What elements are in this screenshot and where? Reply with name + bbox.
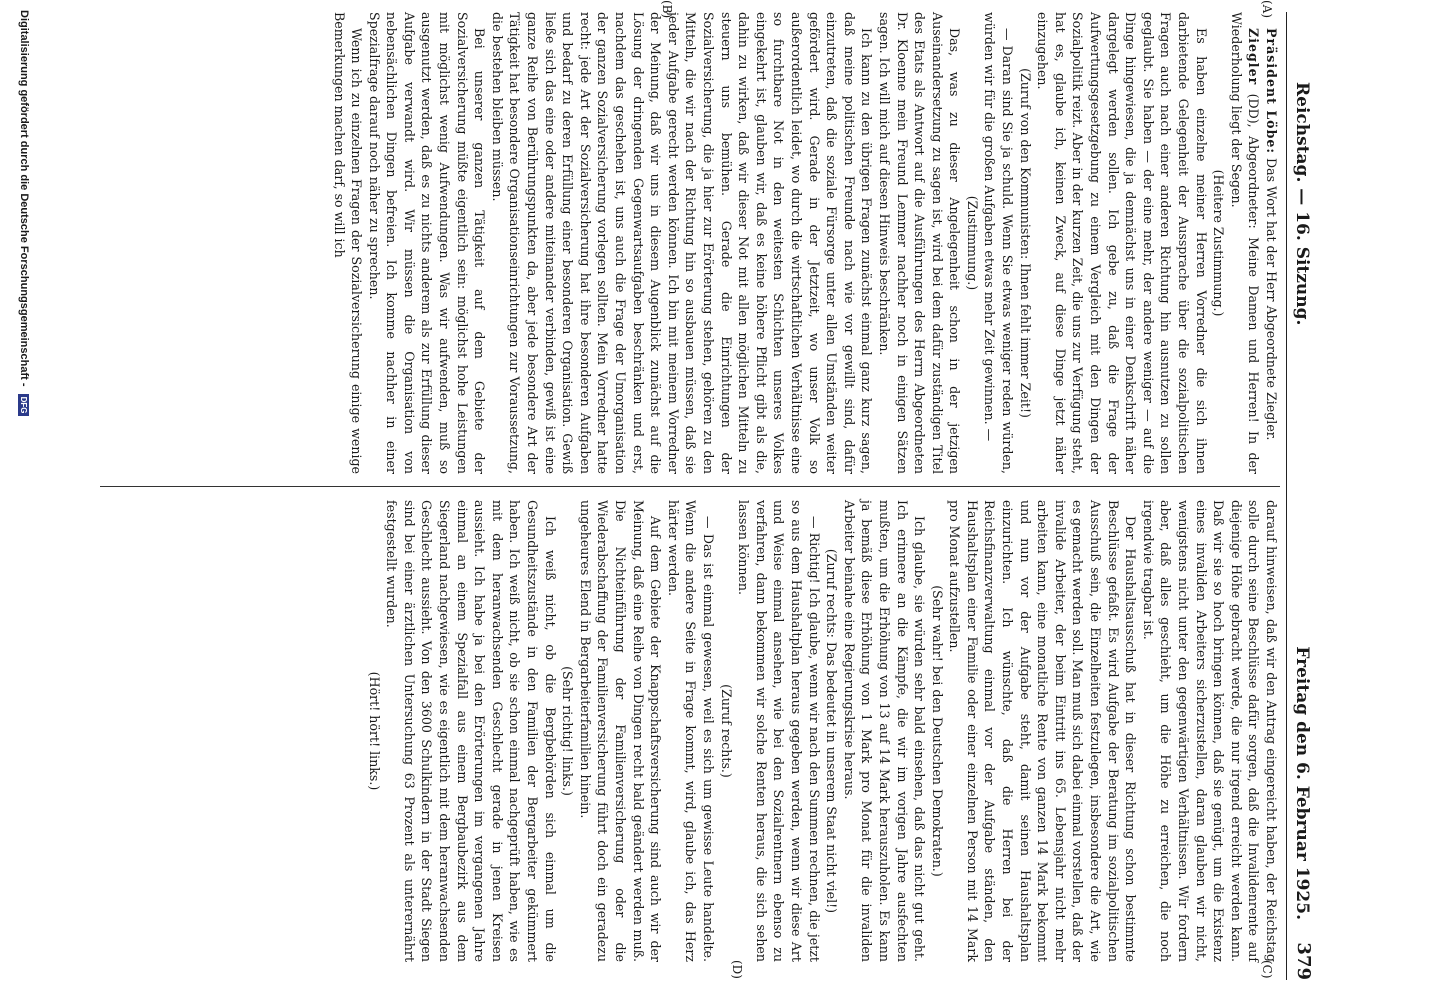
paragraph: Der Haushaltsausschuß hat in dieser Richtung schon bestimmte Beschlüsse gefaßt. Es wird Aufgabe der Beratung im sozialpolitischen Ausschuß sein, die Einzelheiten festzulegen, insbesondere die Art, wie es gemacht werden soll. Man muß sich dabei einmal vorstellen, daß der invalide Arbeiter, der beim Eintritt ins 65. Lebensjahr nicht mehr arbeiten kann, eine monatliche Rente von ganzen 14 Mark bekommt und nun vor der Aufgabe steht, damit seinen Haushaltsplan einzurichten. Ich wünschte, daß die Herren bei der Reichsfinanzverwaltung einmal vor der Aufgabe ständen, den Haushaltsplan einer Familie oder einer einzelnen Person mit 14 Mark pro Monat aufzustellen. <box>947 500 1139 962</box>
paragraph: — Das ist einmal gewesen, weil es sich um gewisse Leute handelte. Wenn die andere Seite in Frage kommt, wird, glaube ich, das Herz härter werden. <box>665 500 716 962</box>
page <box>84 0 1314 980</box>
left-column <box>330 12 1280 474</box>
page-number: 379 <box>1293 942 1314 980</box>
paragraph: Wenn ich zu einzelnen Fragen der Sozialversicherung einige wenige Bemerkungen machen darf, so will ich <box>331 12 365 474</box>
running-header <box>1288 12 1314 980</box>
header-date: Freitag den 6. Februar 1925. <box>1292 646 1312 920</box>
interjection: (Sehr richtig! links.) <box>560 666 576 796</box>
interjection: (Hört! hört! links.) <box>366 671 382 791</box>
speech-text: Das Wort hat der Herr Abgeordnete Ziegler. <box>1264 154 1279 441</box>
paragraph: darauf hinweisen, daß wir den Antrag eingereicht haben, der Reichstag solle durch seine Beschlüsse dafür sorgen, daß die Invalidenrente auf diejenige Höhe gebracht werde, die nur irgend erreicht werden kann. Daß wir sie so hoch bringen können, daß sie genügt, um die Existenz eines invaliden Arbeiters sicherzustellen, daran glauben wir nicht, wenigstens nicht unter den gegenwärtigen Verhältnissen. Wir fordern aber, daß alles geschieht, um die Höhe zu erreichen, die noch irgendwie tragbar ist. <box>1140 500 1279 962</box>
paragraph: — Daran sind Sie ja schuld. Wenn Sie etwas weniger reden würden, würden wir für die großen Aufgaben etwas mehr Zeit gewinnen. — <box>982 12 1016 474</box>
speaker-paragraph <box>1262 12 1280 474</box>
margin-mark-d: (D) <box>730 960 744 979</box>
paragraph: Ich glaube, sie würden sehr bald einsehen, daß das nicht gut geht. Ich erinnere an die Kämpfe, die wir im vorigen Jahre ausfechten mußten, um die Erhöhung von 13 auf 14 Mark herauszuholen. Es kann ja bemäß diese Erhöhung von 1 Mark pro Monat für die invaliden Arbeiter beinahe eine Regierungskrise heraus. <box>841 500 928 962</box>
interjection: (Sehr wahr! bei den Deutschen Demokraten.) <box>929 585 945 877</box>
dfg-logo: DFG <box>18 394 29 417</box>
interjection: (Zuruf rechts.) <box>718 684 734 778</box>
paragraph: Das, was zu dieser Angelegenheit schon in der jetzigen Auseinandersetzung zu sagen ist, wird bei dem dafür zuständigen Titel des Etats als Antwort auf die Ausführungen des Herrn Abgeordneten Dr. Kloenne mein Freund Lemmer nachher noch in einigen Sätzen sagen. Ich will mich auf diesen Hinweis beschränken. <box>876 12 963 474</box>
margin-mark-c: (C) <box>1260 960 1274 979</box>
margin-mark-b: (B) <box>660 0 674 19</box>
speech-text: (DD), Abgeordneter: Meine Damen und Herren! In der Wiederholung liegt der Segen. <box>1228 12 1262 474</box>
paragraph: Auf dem Gebiete der Knappschaftsversicherung sind auch wir der Meinung, daß eine Reihe von Dingen recht bald geändert werden muß. Die Nichteinführung der Familienversicherung oder die Wiederabschaffung der Familienversicherung führt doch ein geradezu ungeheures Elend in Bergarbeiterfamilien hinein. <box>577 500 664 962</box>
right-column <box>365 500 1280 962</box>
paragraph: — Richtig! Ich glaube, wenn wir nach den Summen rechnen, die jetzt so aus dem Haushaltplan heraus gegeben werden, wenn wir diese Art und Weise einmal ansehen, wie bei den Sozialrentnern ebenso zu verfahren, dann bekommen wir solche Renten heraus, die sich sehen lassen können. <box>736 500 822 962</box>
interjection: (Zuruf von den Kommunisten: Ihnen fehlt immer Zeit!) <box>1017 68 1033 418</box>
paragraph: Bei unserer ganzen Tätigkeit auf dem Gebiete der Sozialversicherung müßte eigentlich sein: möglichst hohe Leistungen mit möglichst wenig Aufwendungen. Was wir aufwenden, muß so ausgenutzt werden, daß es zu nichts anderem als zur Erfüllung dieser Aufgabe verwandt wird. Wir müssen die Organisation von nebensächlichen Dingen befreien. Ich komme nachher in einer Spezialfrage darauf noch näher zu sprechen. <box>366 12 488 474</box>
interjection: (Zuruf rechts: Das bedeutet in unserem Staat nicht viel!) <box>824 548 840 914</box>
speaker-name: Ziegler <box>1246 28 1262 86</box>
paragraph: Ich weiß nicht, ob die Bergbehörden sich einmal um die Gesundheitszustände in den Familien der Bergarbeiter gekümmert haben. Ich weiß nicht, ob sie schon einmal nachgeprüft haben, wie es mit dem heranwachsenden Geschlecht gerade in jenen Kreisen aussieht. Ich habe ja bei den Erörterungen im vergangenen Jahre einmal an einem Spezialfall aus einem Bergbaubezirk aus dem Siegerland nachgewiesen, wie es eigentlich mit dem heranwachsenden Geschlecht aussieht. Von den 3600 Schulkindern in der Stadt Siegen sind bei einer ärztlichen Untersuchung 63 Prozent als unterernährt festgestellt wurden. <box>384 500 558 962</box>
header-left: Reichstag. — 16. Sitzung. <box>1292 82 1312 326</box>
margin-mark-a: (A) <box>1260 0 1274 19</box>
header-rule <box>1286 12 1287 980</box>
digitization-footer <box>18 10 30 990</box>
interjection: (Heitere Zustimmung.) <box>1211 169 1227 317</box>
column-divider <box>100 486 1280 487</box>
speaker-name: Präsident Löbe: <box>1264 28 1279 155</box>
speaker-paragraph <box>1227 12 1262 474</box>
paragraph: Es haben einzelne meiner Herren Vorredner die sich ihnen darbietende Gelegenheit der Aussprache über die sozialpolitischen Fragen auch nach einer anderen Richtung hin ausnutzen zu sollen geglaubt. Sie haben — der eine mehr, der andere weniger — auf die Dinge hingewiesen, die ja demnächst uns in einer Denkschrift näher dargelegt werden sollen. Ich gebe zu, daß die Frage der Aufwertungsgesetzgebung zu einem Vergleich mit den Dingen der Sozialpolitik reizt. Aber in der kurzen Zeit, die uns zur Verfügung steht, hat es, glaube ich, keinen Zweck, auf diese Dinge jetzt näher einzugehen. <box>1035 12 1209 474</box>
footer-text: Digitalisierung gefördert durch die Deutsche Forschungsgemeinschaft - <box>18 10 30 387</box>
interjection: (Zustimmung.) <box>964 195 980 291</box>
paragraph: Ich kann zu den übrigen Fragen zunächst einmal ganz kurz sagen, daß meine politischen Freunde nach wie vor gewillt sind, dafür einzutreten, daß die soziale Fürsorge unter allen Umständen weiter gefördert wird. Gerade in der Jetztzeit, wo unser Volk so außerordentlich leidet, wo durch die wirtschaftlichen Verhältnisse eine so furchtbare Not in den weitesten Schichten unseres Volkes eingekehrt ist, glauben wir, daß es keine höhere Pflicht gibt als die, dahin zu wirken, daß wir dieser Not mit allen möglichen Mitteln zu steuern uns bemühen. Gerade die Einrichtungen der Sozialversicherung, die ja hier zur Erörterung stehen, gehören zu den Mitteln, die wir nach der Richtung hin so ausbauen müssen, daß sie jeder Aufgabe gerecht werden können. Ich bin mit meinem Vorredner der Meinung, daß wir uns in diesem Augenblick zunächst auf die Lösung der dringenden Gegenwartsaufgaben beschränken und erst, nachdem das geschehen ist, uns auch die Frage der Umorganisation der ganzen Sozialversicherung vorlegen sollten. Mein Vorredner hatte recht: jede Art der Sozialversicherung hat ihre besonderen Aufgaben und bedarf zu deren Erfüllung einer besonderen Organisation. Gewiß ließe sich das eine oder andere miteinander verbinden, gewiß ist eine ganze Reihe von Berührungspunkten da, aber jede besondere Art der Tätigkeit hat besondere Organisationseinrichtungen zur Voraussetzung, die bestehen bleiben müssen. <box>489 12 875 474</box>
